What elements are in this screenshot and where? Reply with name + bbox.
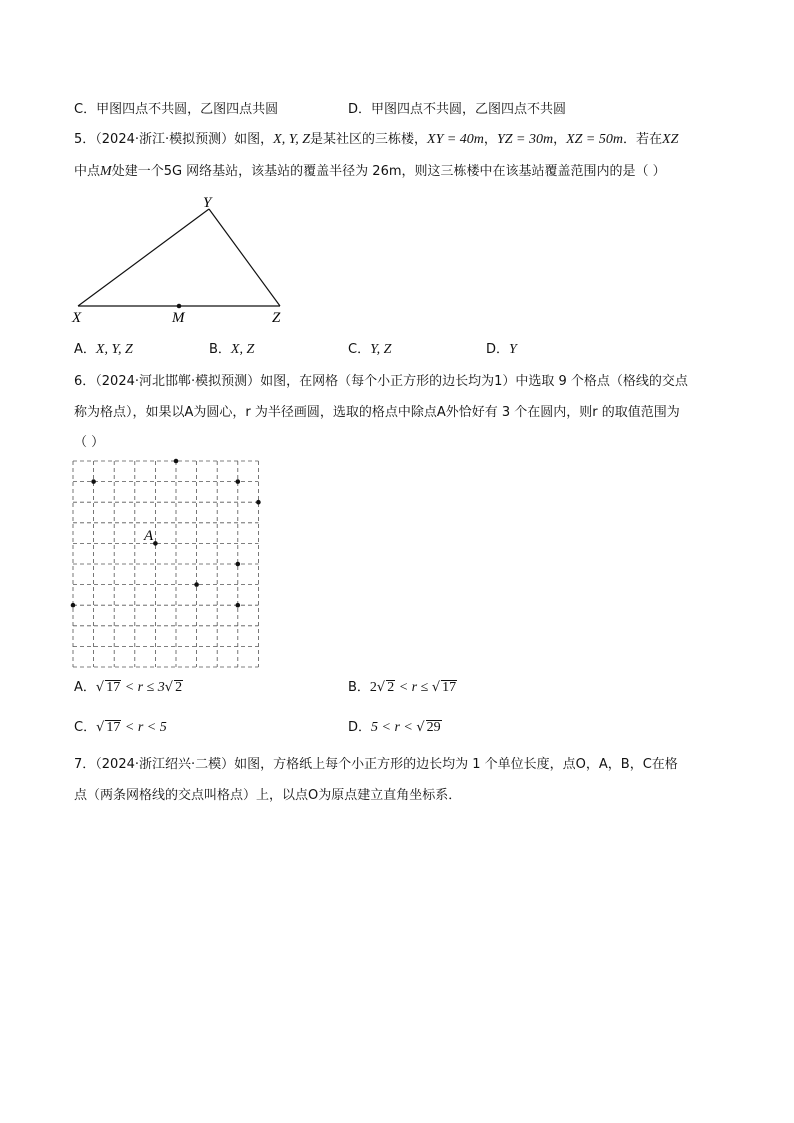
inequality: < r < 5: [121, 720, 167, 735]
q6-option-d: D．5 < r < √ 29: [348, 720, 441, 735]
q5-xz: XZ: [662, 132, 679, 147]
option-value: X, Z: [230, 342, 255, 357]
q5-eq-xz: XZ = 50m: [566, 132, 623, 147]
q5-text: 是某社区的三栋楼，: [310, 132, 428, 147]
q5-text: ．若在: [623, 132, 663, 147]
lattice-point: [91, 479, 96, 484]
option-letter: D．: [486, 342, 510, 357]
q4-option-d: D．甲图四点不共圆，乙图四点不共圆: [348, 102, 567, 117]
point-a: [153, 541, 158, 546]
sqrt-radicand: 29: [426, 720, 441, 735]
q7-stem-line1: 7．（2024·浙江绍兴·二模）如图，方格纸上每个小正方形的边长均为 1 个单位长度，点O，A，B，C在格: [74, 757, 678, 772]
q6-grid-figure: [60, 452, 280, 682]
inequality: 5 < r <: [371, 720, 417, 735]
q5-text: 处建一个5G 网络基站，该基站的覆盖半径为 26m，则这三栋楼中在该基站覆盖范围内的是（ ）: [111, 164, 666, 179]
q4-option-c: C．甲图四点不共圆，乙图四点共圆: [74, 102, 279, 117]
option-value: X, Y, Z: [95, 342, 133, 357]
option-value: Y, Z: [370, 342, 392, 357]
sqrt-radicand: 2: [175, 680, 183, 695]
label-a: A: [144, 528, 154, 544]
q6-option-c: C．√ 17 < r < 5: [74, 720, 167, 735]
q6-option-a: A．√ 17 < r ≤ 3√ 2: [74, 680, 183, 695]
grid-lines: [73, 461, 258, 667]
sqrt-radicand: 17: [106, 720, 121, 735]
option-letter: B．: [209, 342, 231, 357]
coefficient: 2: [369, 680, 377, 695]
label-x: X: [72, 310, 82, 326]
lattice-point: [236, 603, 241, 608]
label-y: Y: [203, 195, 212, 211]
option-letter: C．: [348, 342, 371, 357]
q7-stem-line2: 点（两条网格线的交点叫格点）上，以点O为原点建立直角坐标系．: [74, 788, 462, 803]
q6-stem-line3: （ ）: [74, 435, 105, 450]
option-letter: B．: [348, 680, 370, 695]
q6-option-b: B．2√ 2 < r ≤ √ 17: [348, 680, 457, 695]
sqrt-radicand: 17: [106, 680, 121, 695]
lattice-point: [71, 603, 76, 608]
sqrt-radicand: 2: [387, 680, 395, 695]
q5-option-d: [486, 341, 517, 359]
point-m: [177, 304, 182, 309]
inequality: < r ≤ 3: [121, 680, 165, 695]
q5-triangle-figure: [66, 192, 296, 327]
side-yz: [209, 209, 280, 306]
grid-points: [71, 459, 261, 608]
q5-number: 5．: [74, 132, 96, 147]
q5-m: M: [100, 164, 112, 179]
q5-eq-xy: XY = 40m: [427, 132, 484, 147]
q6-stem-line2: 称为格点），如果以A为圆心，r 为半径画圆，选取的格点中除点A外恰好有 3 个在圆内，则r 的取值范围为: [74, 405, 680, 420]
side-xy: [78, 209, 209, 306]
q5-text: 中点: [74, 164, 101, 179]
q6-stem-line1: 6．（2024·河北邯郸·模拟预测）如图，在网格（每个小正方形的边长均为1）中选取 9 个格点（格线的交点: [74, 374, 688, 389]
label-z: Z: [272, 310, 281, 326]
lattice-point: [236, 479, 241, 484]
option-value: Y: [509, 342, 517, 357]
sqrt-radicand: 17: [442, 680, 457, 695]
option-letter: C．: [74, 720, 97, 735]
option-letter: A．: [74, 680, 96, 695]
inequality: < r ≤: [395, 680, 432, 695]
q5-stem-line2: [74, 163, 666, 181]
q5-option-c: [348, 341, 391, 359]
q5-source: （2024·浙江·模拟预测）: [95, 132, 235, 147]
q5-vars: X, Y, Z: [273, 132, 310, 147]
option-letter: D．: [348, 720, 372, 735]
label-m: M: [172, 310, 185, 326]
q5-eq-yz: YZ = 30m: [496, 132, 554, 147]
q5-stem-line1: 5．（2024·浙江·模拟预测）如图，X, Y, Z是某社区的三栋楼，XY = 40m，YZ = 30m，XZ = 50m．若在XZ: [74, 132, 679, 147]
lattice-point: [236, 562, 241, 567]
option-letter: A．: [74, 342, 96, 357]
q5-text: 如图，: [234, 132, 274, 147]
q5-option-a: [74, 341, 133, 359]
q5-option-b: [209, 341, 254, 359]
lattice-point: [174, 459, 179, 464]
lattice-point: [194, 582, 199, 587]
lattice-point: [256, 500, 261, 505]
